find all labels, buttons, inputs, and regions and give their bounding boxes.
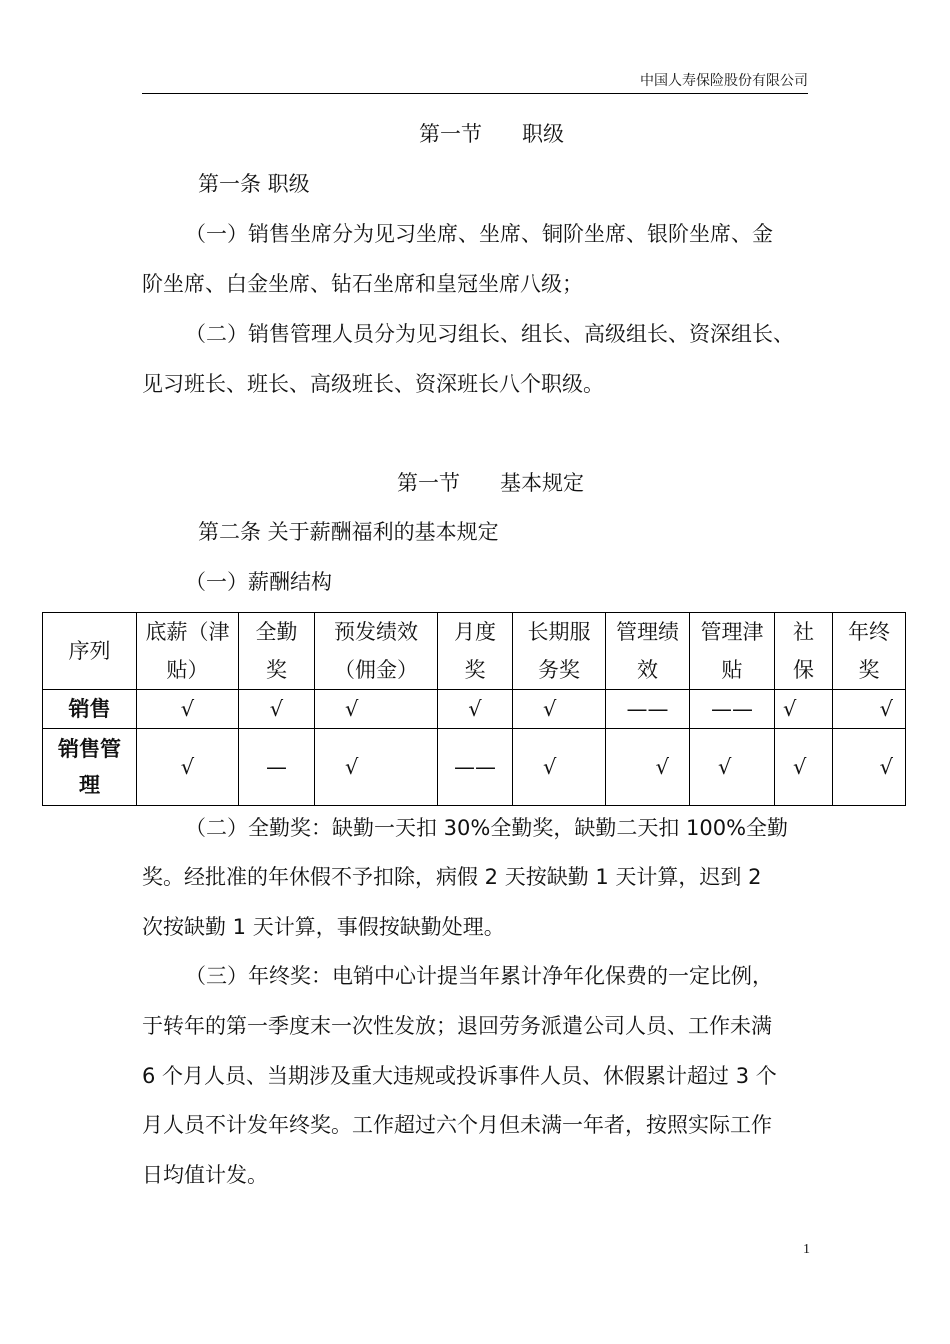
row-label-text: 销售管 [58, 737, 121, 761]
header-rule [142, 93, 808, 94]
row-label-sales: 销售 [43, 690, 137, 729]
section2-para3-line4: 月人员不计发年终奖。工作超过六个月但未满一年者，按照实际工作 [142, 1113, 772, 1137]
table-row-sales [43, 690, 906, 729]
salary-structure-table [42, 612, 906, 806]
section1-heading: 第一节 职级 [419, 122, 565, 146]
header-text: 务奖 [538, 658, 580, 682]
table-cell: √ [315, 690, 438, 729]
header-text: 奖 [464, 658, 486, 682]
section2-para3-line1: （三）年终奖：电销中心计提当年累计净年化保费的一定比例， [185, 964, 773, 988]
table-cell: —— [606, 690, 690, 729]
section1-article-title: 第一条 职级 [198, 172, 310, 196]
section1-para1-line2: 阶坐席、白金坐席、钻石坐席和皇冠坐席八级； [142, 272, 583, 296]
header-text: 长期服 [527, 620, 591, 644]
section1-para2-line1: （二）销售管理人员分为见习组长、组长、高级组长、资深组长、 [185, 322, 794, 346]
table-cell: √ [315, 729, 438, 806]
section2-para3-line2: 于转年的第一季度末一次性发放；退回劳务派遣公司人员、工作未满 [142, 1014, 772, 1038]
section2-para2-line3: 次按缺勤 1 天计算，事假按缺勤处理。 [142, 915, 505, 939]
header-text: 年终 [848, 620, 890, 644]
section1-para2-line2: 见习班长、班长、高级班长、资深班长八个职级。 [142, 372, 604, 396]
header-text: 保 [793, 658, 814, 682]
table-cell: √ [690, 729, 775, 806]
table-cell: √ [239, 690, 315, 729]
header-text: 序列 [68, 639, 111, 663]
table-cell: √ [438, 690, 513, 729]
section2-sub1-title: （一）薪酬结构 [185, 570, 332, 594]
table-cell: —— [438, 729, 513, 806]
section2-article-title: 第二条 关于薪酬福利的基本规定 [198, 520, 499, 544]
header-text: （佣金） [334, 658, 418, 682]
table-cell: √ [833, 690, 906, 729]
section2-para3-line3: 6 个月人员、当期涉及重大违规或投诉事件人员、休假累计超过 3 个 [142, 1064, 777, 1088]
table-cell: √ [137, 690, 239, 729]
header-cell [690, 613, 775, 690]
header-cell [315, 613, 438, 690]
header-cell [513, 613, 606, 690]
header-text: 预发绩效 [334, 620, 418, 644]
header-text: 底薪（津 [145, 620, 230, 644]
row-label-sales-management [43, 729, 137, 806]
header-cell [239, 613, 315, 690]
header-text: 贴） [166, 658, 209, 682]
header-cell [43, 613, 137, 690]
table-cell: √ [606, 729, 690, 806]
header-cell [137, 613, 239, 690]
header-cell [606, 613, 690, 690]
page-number: 1 [803, 1242, 810, 1257]
table-cell: √ [833, 729, 906, 806]
header-cell [775, 613, 833, 690]
table-cell: √ [513, 690, 606, 729]
section2-para2-line2: 奖。经批准的年休假不予扣除，病假 2 天按缺勤 1 天计算，迟到 2 [142, 865, 762, 889]
section2-para2-line1: （二）全勤奖：缺勤一天扣 30%全勤奖，缺勤二天扣 100%全勤 [185, 816, 789, 840]
header-cell [833, 613, 906, 690]
header-text: 月度 [454, 620, 496, 644]
header-text: 贴 [721, 658, 743, 682]
header-text: 全勤 [255, 620, 298, 644]
table-cell: — [239, 729, 315, 806]
header-text: 奖 [858, 658, 880, 682]
table-cell: —— [690, 690, 775, 729]
table-cell: √ [775, 690, 833, 729]
row-label-text: 理 [79, 773, 100, 797]
section1-para1-line1: （一）销售坐席分为见习坐席、坐席、铜阶坐席、银阶坐席、金 [185, 222, 773, 246]
table-header-row [43, 613, 906, 690]
table-cell: √ [137, 729, 239, 806]
header-text: 效 [637, 658, 658, 682]
header-text: 管理津 [700, 620, 764, 644]
section2-heading: 第一节 基本规定 [397, 471, 585, 495]
header-cell [438, 613, 513, 690]
table-cell: √ [775, 729, 833, 806]
header-text: 社 [793, 620, 814, 644]
header-text: 管理绩 [616, 620, 679, 644]
table-row-sales-management [43, 729, 906, 806]
section2-para3-line5: 日均值计发。 [142, 1163, 268, 1187]
header-text: 奖 [266, 658, 287, 682]
table-cell: √ [513, 729, 606, 806]
header-company-name: 中国人寿保险股份有限公司 [640, 73, 808, 89]
